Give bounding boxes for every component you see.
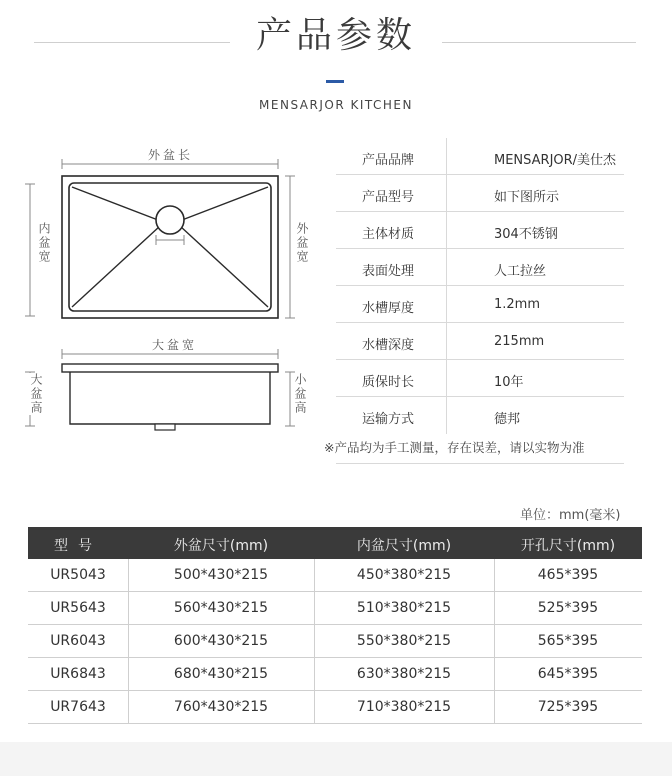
spec-divider: [446, 286, 447, 323]
spec-value: 304不锈钢: [494, 227, 558, 242]
spec-value: 1.2mm: [494, 297, 541, 312]
spec-row: [336, 249, 624, 286]
spec-key: 产品品牌: [361, 153, 414, 168]
spec-note: ※产品均为手工测量，存在误差，请以实物为准: [324, 440, 585, 455]
page-title: 产品参数: [255, 15, 416, 56]
table-row: [28, 559, 642, 592]
cell-cutout-size: 565*395: [537, 633, 599, 649]
column-divider: [128, 559, 129, 724]
cell-model: UR7643: [50, 699, 106, 715]
table-row: [28, 625, 642, 658]
spec-row: [336, 323, 624, 360]
cell-model: UR6043: [50, 633, 106, 649]
cell-model: UR6843: [50, 666, 106, 682]
cell-inner-size: 630*380*215: [356, 666, 452, 682]
cell-outer-size: 560*430*215: [173, 600, 269, 616]
spec-row: [336, 175, 624, 212]
cell-inner-size: 450*380*215: [356, 567, 452, 583]
spec-key: 表面处理: [361, 264, 414, 279]
cell-inner-size: 710*380*215: [356, 699, 452, 715]
spec-key: 主体材质: [361, 227, 414, 242]
big-height-label: 大盆高: [29, 373, 43, 415]
cell-inner-size: 510*380*215: [356, 600, 452, 616]
spec-divider: [446, 360, 447, 397]
spec-divider: [446, 249, 447, 286]
outer-width-label: 外盆宽: [295, 222, 309, 264]
spec-row: [336, 360, 624, 397]
small-height-label: 小盆高: [293, 373, 307, 415]
cell-model: UR5643: [50, 600, 106, 616]
cell-inner-size: 550*380*215: [356, 633, 452, 649]
column-divider: [494, 559, 495, 724]
spec-divider: [446, 212, 447, 249]
spec-row: [336, 212, 624, 249]
unit-label: 单位：mm(毫米): [520, 508, 621, 523]
size-table: [28, 527, 642, 724]
spec-row: [336, 397, 624, 434]
cell-outer-size: 600*430*215: [173, 633, 269, 649]
spec-divider: [446, 175, 447, 212]
cell-outer-size: 760*430*215: [173, 699, 269, 715]
title-accent-bar: [326, 80, 344, 83]
spec-value: 人工拉丝: [494, 264, 547, 279]
spec-divider: [446, 397, 447, 434]
table-row: [28, 691, 642, 724]
header-inner-size: 内盆尺寸(mm): [356, 538, 452, 554]
spec-value: MENSARJOR/美仕杰: [494, 153, 617, 168]
spec-value: 215mm: [494, 334, 545, 349]
header-cutout-size: 开孔尺寸(mm): [520, 538, 616, 554]
spec-key: 运输方式: [361, 412, 414, 427]
table-row: [28, 658, 642, 691]
column-divider: [314, 559, 315, 724]
cell-cutout-size: 645*395: [537, 666, 599, 682]
spec-row: [336, 138, 624, 175]
inner-width-label: 内盆宽: [37, 222, 51, 264]
big-width-label: 大盆宽: [152, 338, 198, 352]
spec-value: 如下图所示: [494, 190, 560, 205]
spec-divider: [446, 323, 447, 360]
cell-outer-size: 500*430*215: [173, 567, 269, 583]
spec-row: [336, 286, 624, 323]
page-subtitle: MENSARJOR KITCHEN: [259, 98, 413, 112]
cell-cutout-size: 465*395: [537, 567, 599, 583]
spec-note-underline: [336, 463, 624, 464]
header-model: 型号: [54, 538, 102, 554]
cell-cutout-size: 725*395: [537, 699, 599, 715]
header-outer-size: 外盆尺寸(mm): [173, 538, 269, 554]
outer-length-label: 外盆长: [148, 148, 194, 162]
bottom-band: [0, 742, 672, 776]
cell-cutout-size: 525*395: [537, 600, 599, 616]
spec-key: 水槽深度: [361, 338, 414, 353]
cell-model: UR5043: [50, 567, 106, 583]
spec-key: 水槽厚度: [361, 301, 414, 316]
spec-key: 质保时长: [361, 375, 414, 390]
size-table-header: [28, 527, 642, 559]
spec-divider: [446, 138, 447, 175]
spec-value: 10年: [494, 375, 524, 390]
sink-diagram: [20, 140, 320, 440]
table-row: [28, 592, 642, 625]
spec-key: 产品型号: [361, 190, 414, 205]
spec-value: 德邦: [494, 412, 521, 427]
cell-outer-size: 680*430*215: [173, 666, 269, 682]
